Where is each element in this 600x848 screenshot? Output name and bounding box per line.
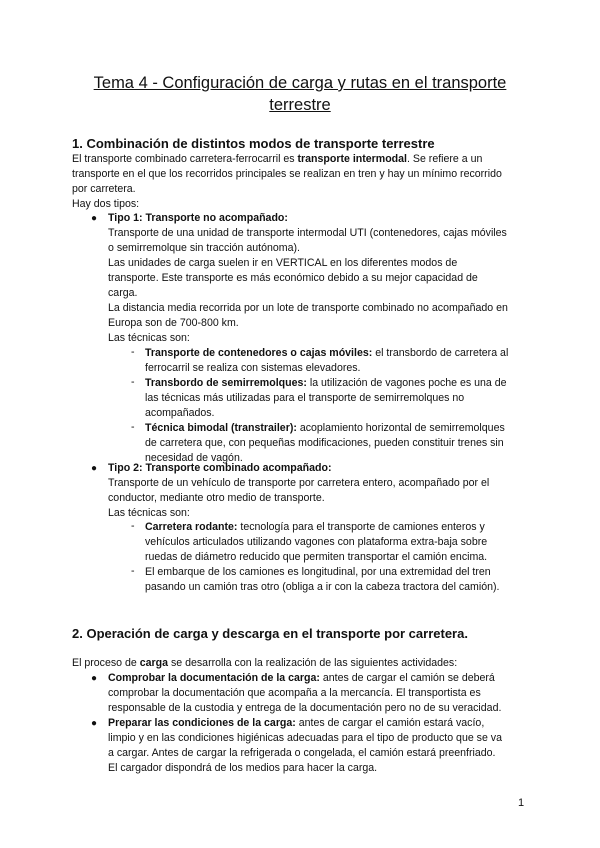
tipo-1-line: La distancia media recorrida por un lote de transporte combinado no acompañado en [108, 302, 508, 314]
tipo-1-line: carga. [108, 287, 138, 299]
tecnica-item-cont: ruedas de diámetro reducido que permiten transportar el camión encima. [145, 551, 488, 563]
tipo-1-line: transporte. Este transporte es más económico debido a su mejor capacidad de [108, 272, 478, 284]
section-1-intro-line-1: El transporte combinado carretera-ferrocarril es transporte intermodal. Se refiere a un [72, 153, 483, 165]
dash-icon: - [131, 565, 135, 577]
tecnica-item: Transbordo de semirremolques: la utilización de vagones poche es una de [145, 377, 507, 389]
activity-item: Comprobar la documentación de la carga: antes de cargar el camión se deberá [108, 672, 495, 684]
dash-icon: - [131, 421, 135, 433]
activity-item-cont: El cargador dispondrá de los medios para hacer la carga. [108, 762, 378, 774]
tipo-2-tecnicas: Las técnicas son: [108, 507, 190, 519]
tipo-1-line: o semirremolque sin tracción autónoma). [108, 242, 300, 254]
dash-icon: - [131, 520, 135, 532]
title-line-2: terrestre [269, 96, 331, 114]
tecnica-item-cont: las técnicas más utilizadas para el transporte de semirremolques no [145, 392, 465, 404]
tecnica-item-cont: de carretera que, con pequeñas modificaciones, pueden constituir trenes sin [145, 437, 504, 449]
tecnica-item-cont: pasando un camión tras otro (obliga a ir con la cabeza tractora del camión). [145, 581, 500, 593]
tecnica-item-cont: acompañados. [145, 407, 215, 419]
activity-item-cont: a cargar. Antes de cargar la refrigerada o congelada, el camión estará preenfriado. [108, 747, 496, 759]
dash-icon: - [131, 376, 135, 388]
document-title [40, 72, 560, 116]
tecnica-item-cont: vehículos articulados utilizando vagones con plataforma extra-baja sobre [145, 536, 488, 548]
tecnica-item: Transporte de contenedores o cajas móviles: el transbordo de carretera al [145, 347, 509, 359]
section-2-intro: El proceso de carga se desarrolla con la realización de las siguientes actividades: [72, 657, 458, 669]
activity-item-cont: limpio y en las condiciones higiénicas adecuadas para el tipo de producto que se va [108, 732, 502, 744]
bullet-icon: ● [91, 213, 98, 224]
tipo-2-label: Tipo 2: Transporte combinado acompañado: [108, 462, 332, 474]
tecnica-item: Técnica bimodal (transtrailer): acoplamiento horizontal de semirremolques [145, 422, 505, 434]
activity-item-cont: comprobar la documentación que acompaña a la mercancía. El transportista es [108, 687, 481, 699]
tipo-1-line: Las unidades de carga suelen ir en VERTICAL en los diferentes modos de [108, 257, 458, 269]
section-1-intro-line-3: por carretera. [72, 183, 136, 195]
section-1-intro-line-2: transporte en el que los recorridos principales se realizan en tren y hay un mínimo recorrido [72, 168, 502, 180]
tipo-2-line: conductor, mediante otro medio de transporte. [108, 492, 325, 504]
tipo-2-line: Transporte de un vehículo de transporte por carretera entero, acompañado por el [108, 477, 490, 489]
tipo-1-line: Transporte de una unidad de transporte intermodal UTI (contenedores, cajas móviles [108, 227, 507, 239]
tipo-1-line: Europa son de 700-800 km. [108, 317, 239, 329]
tecnica-item-cont: ferrocarril se realiza con sistemas elevadores. [145, 362, 361, 374]
tecnica-item: Carretera rodante: tecnología para el transporte de camiones enteros y [145, 521, 485, 533]
types-intro: Hay dos tipos: [72, 198, 140, 210]
tipo-1-label: Tipo 1: Transporte no acompañado: [108, 212, 288, 224]
page-number: 1 [518, 797, 525, 809]
bullet-icon: ● [91, 718, 98, 729]
bullet-icon: ● [91, 673, 98, 684]
title-line-1: Tema 4 - Configuración de carga y rutas en el transporte [93, 74, 507, 92]
tecnica-item-cont: necesidad de vagón. [145, 452, 243, 464]
dash-icon: - [131, 346, 135, 358]
tecnica-item: El embarque de los camiones es longitudinal, por una extremidad del tren [145, 566, 491, 578]
activity-item: Preparar las condiciones de la carga: antes de cargar el camión estará vacío, [108, 717, 485, 729]
section-1-heading: 1. Combinación de distintos modos de transporte terrestre [72, 136, 435, 151]
section-2-heading: 2. Operación de carga y descarga en el transporte por carretera. [72, 626, 468, 641]
activity-item-cont: responsable de la custodia y entrega de la documentación pero no de su veracidad. [108, 702, 502, 714]
bullet-icon: ● [91, 463, 98, 474]
tipo-1-tecnicas: Las técnicas son: [108, 332, 190, 344]
